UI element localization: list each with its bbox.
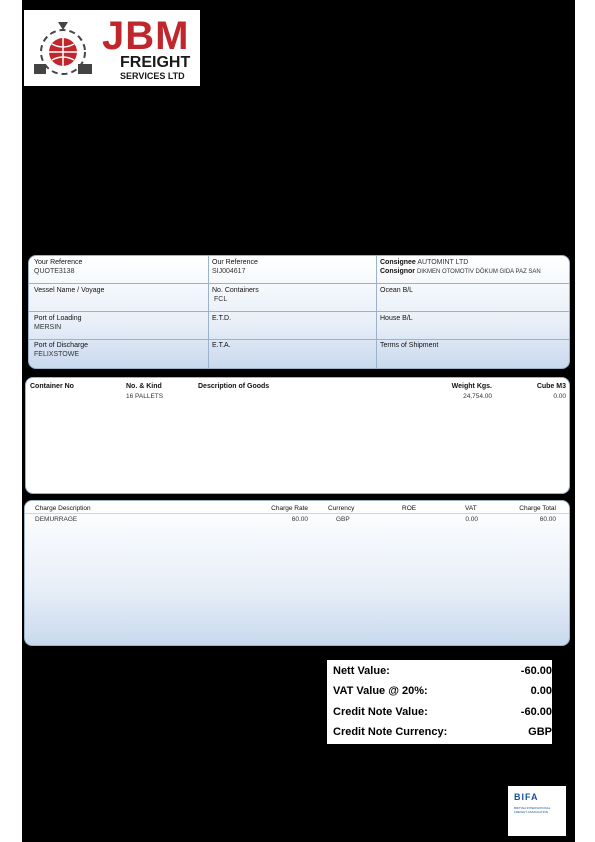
logo-services-text: SERVICES LTD bbox=[120, 71, 185, 81]
credit-note-currency-label: Credit Note Currency: bbox=[333, 726, 448, 738]
goods-header-description: Description of Goods bbox=[198, 383, 270, 390]
divider bbox=[29, 311, 569, 312]
credit-note-value-label: Credit Note Value: bbox=[333, 706, 428, 718]
charges-header-currency: Currency bbox=[328, 505, 355, 512]
globe-icon bbox=[30, 16, 96, 82]
divider bbox=[25, 513, 569, 514]
our-reference-cell bbox=[212, 259, 258, 275]
divider bbox=[29, 339, 569, 340]
port-discharge-value: FELIXSTOWE bbox=[34, 351, 79, 358]
bifa-logo-text: BIFA bbox=[514, 792, 539, 802]
charge-total: 60.00 bbox=[539, 516, 556, 523]
port-loading-value: MERSIN bbox=[34, 324, 62, 331]
consignor-label: Consignor bbox=[380, 268, 415, 275]
eta-cell bbox=[212, 342, 231, 349]
ocean-bl-cell bbox=[380, 287, 413, 294]
divider bbox=[208, 256, 209, 368]
eta-label: E.T.A. bbox=[212, 342, 231, 349]
charges-header-roe: ROE bbox=[402, 505, 417, 512]
etd-cell bbox=[212, 315, 231, 322]
bifa-subtitle: BRITISH INTERNATIONAL FREIGHT ASSOCIATION bbox=[514, 806, 551, 814]
goods-cube: 0.00 bbox=[553, 393, 566, 400]
port-loading-cell bbox=[34, 315, 81, 331]
goods-no-kind: 16 PALLETS bbox=[126, 393, 164, 400]
containers-value: FCL bbox=[214, 296, 228, 303]
our-reference-label: Our Reference bbox=[212, 259, 258, 266]
company-logo bbox=[24, 10, 200, 86]
credit-note-value-row bbox=[333, 706, 552, 724]
nett-value-row bbox=[333, 665, 552, 683]
vessel-cell bbox=[34, 287, 104, 296]
your-reference-value: QUOTE3138 bbox=[34, 268, 75, 275]
divider bbox=[376, 256, 377, 368]
credit-note-value: -60.00 bbox=[520, 706, 552, 718]
port-discharge-label: Port of Discharge bbox=[34, 342, 89, 349]
vat-value-row bbox=[333, 685, 552, 703]
goods-header-container-no: Container No bbox=[30, 383, 74, 390]
bifa-logo bbox=[508, 786, 566, 836]
consignee-cell bbox=[380, 259, 568, 275]
charge-currency: GBP bbox=[336, 516, 350, 523]
goods-header-weight: Weight Kgs. bbox=[451, 383, 492, 390]
house-bl-label: House B/L bbox=[380, 315, 413, 322]
your-reference-cell bbox=[34, 259, 82, 275]
your-reference-label: Your Reference bbox=[34, 259, 83, 266]
port-loading-label: Port of Loading bbox=[34, 315, 82, 322]
logo-jbm-text: JBM bbox=[102, 14, 190, 58]
terms-label: Terms of Shipment bbox=[380, 342, 439, 349]
goods-header-cube: Cube M3 bbox=[536, 383, 566, 390]
port-discharge-cell bbox=[34, 342, 88, 358]
charges-header-vat: VAT bbox=[465, 505, 477, 512]
logo-freight-text: FREIGHT bbox=[120, 54, 191, 71]
charge-description: DEMURRAGE bbox=[35, 516, 78, 523]
house-bl-cell bbox=[380, 315, 413, 322]
consignee-value: AUTOMINT LTD bbox=[417, 259, 469, 266]
totals-panel bbox=[327, 660, 552, 744]
ocean-bl-label: Ocean B/L bbox=[380, 287, 414, 294]
consignee-label: Consignee bbox=[380, 259, 416, 266]
vat-value: 0.00 bbox=[530, 685, 552, 697]
goods-weight: 24,754.00 bbox=[463, 393, 492, 400]
charges-header-description: Charge Description bbox=[35, 505, 91, 512]
nett-value-label: Nett Value: bbox=[333, 665, 390, 677]
nett-value: -60.00 bbox=[520, 665, 552, 677]
divider bbox=[29, 283, 569, 284]
charge-rate: 60.00 bbox=[291, 516, 308, 523]
charges-header-rate: Charge Rate bbox=[271, 505, 308, 512]
our-reference-value: SIJ004617 bbox=[212, 268, 246, 275]
goods-header-no-kind: No. & Kind bbox=[126, 383, 162, 390]
vat-value-label: VAT Value @ 20%: bbox=[333, 685, 428, 697]
charge-vat: 0.00 bbox=[465, 516, 478, 523]
containers-cell bbox=[212, 287, 259, 303]
credit-note-currency: GBP bbox=[528, 726, 552, 738]
charges-header-total: Charge Total bbox=[519, 505, 556, 512]
containers-label: No. Containers bbox=[212, 287, 259, 294]
credit-note-currency-row bbox=[333, 726, 552, 744]
vessel-label: Vessel Name / Voyage bbox=[34, 287, 105, 294]
terms-cell bbox=[380, 342, 438, 349]
consignor-value: DIKMEN OTOMOTIV DÖKUM GIDA PAZ SAN bbox=[416, 269, 541, 275]
etd-label: E.T.D. bbox=[212, 315, 232, 322]
